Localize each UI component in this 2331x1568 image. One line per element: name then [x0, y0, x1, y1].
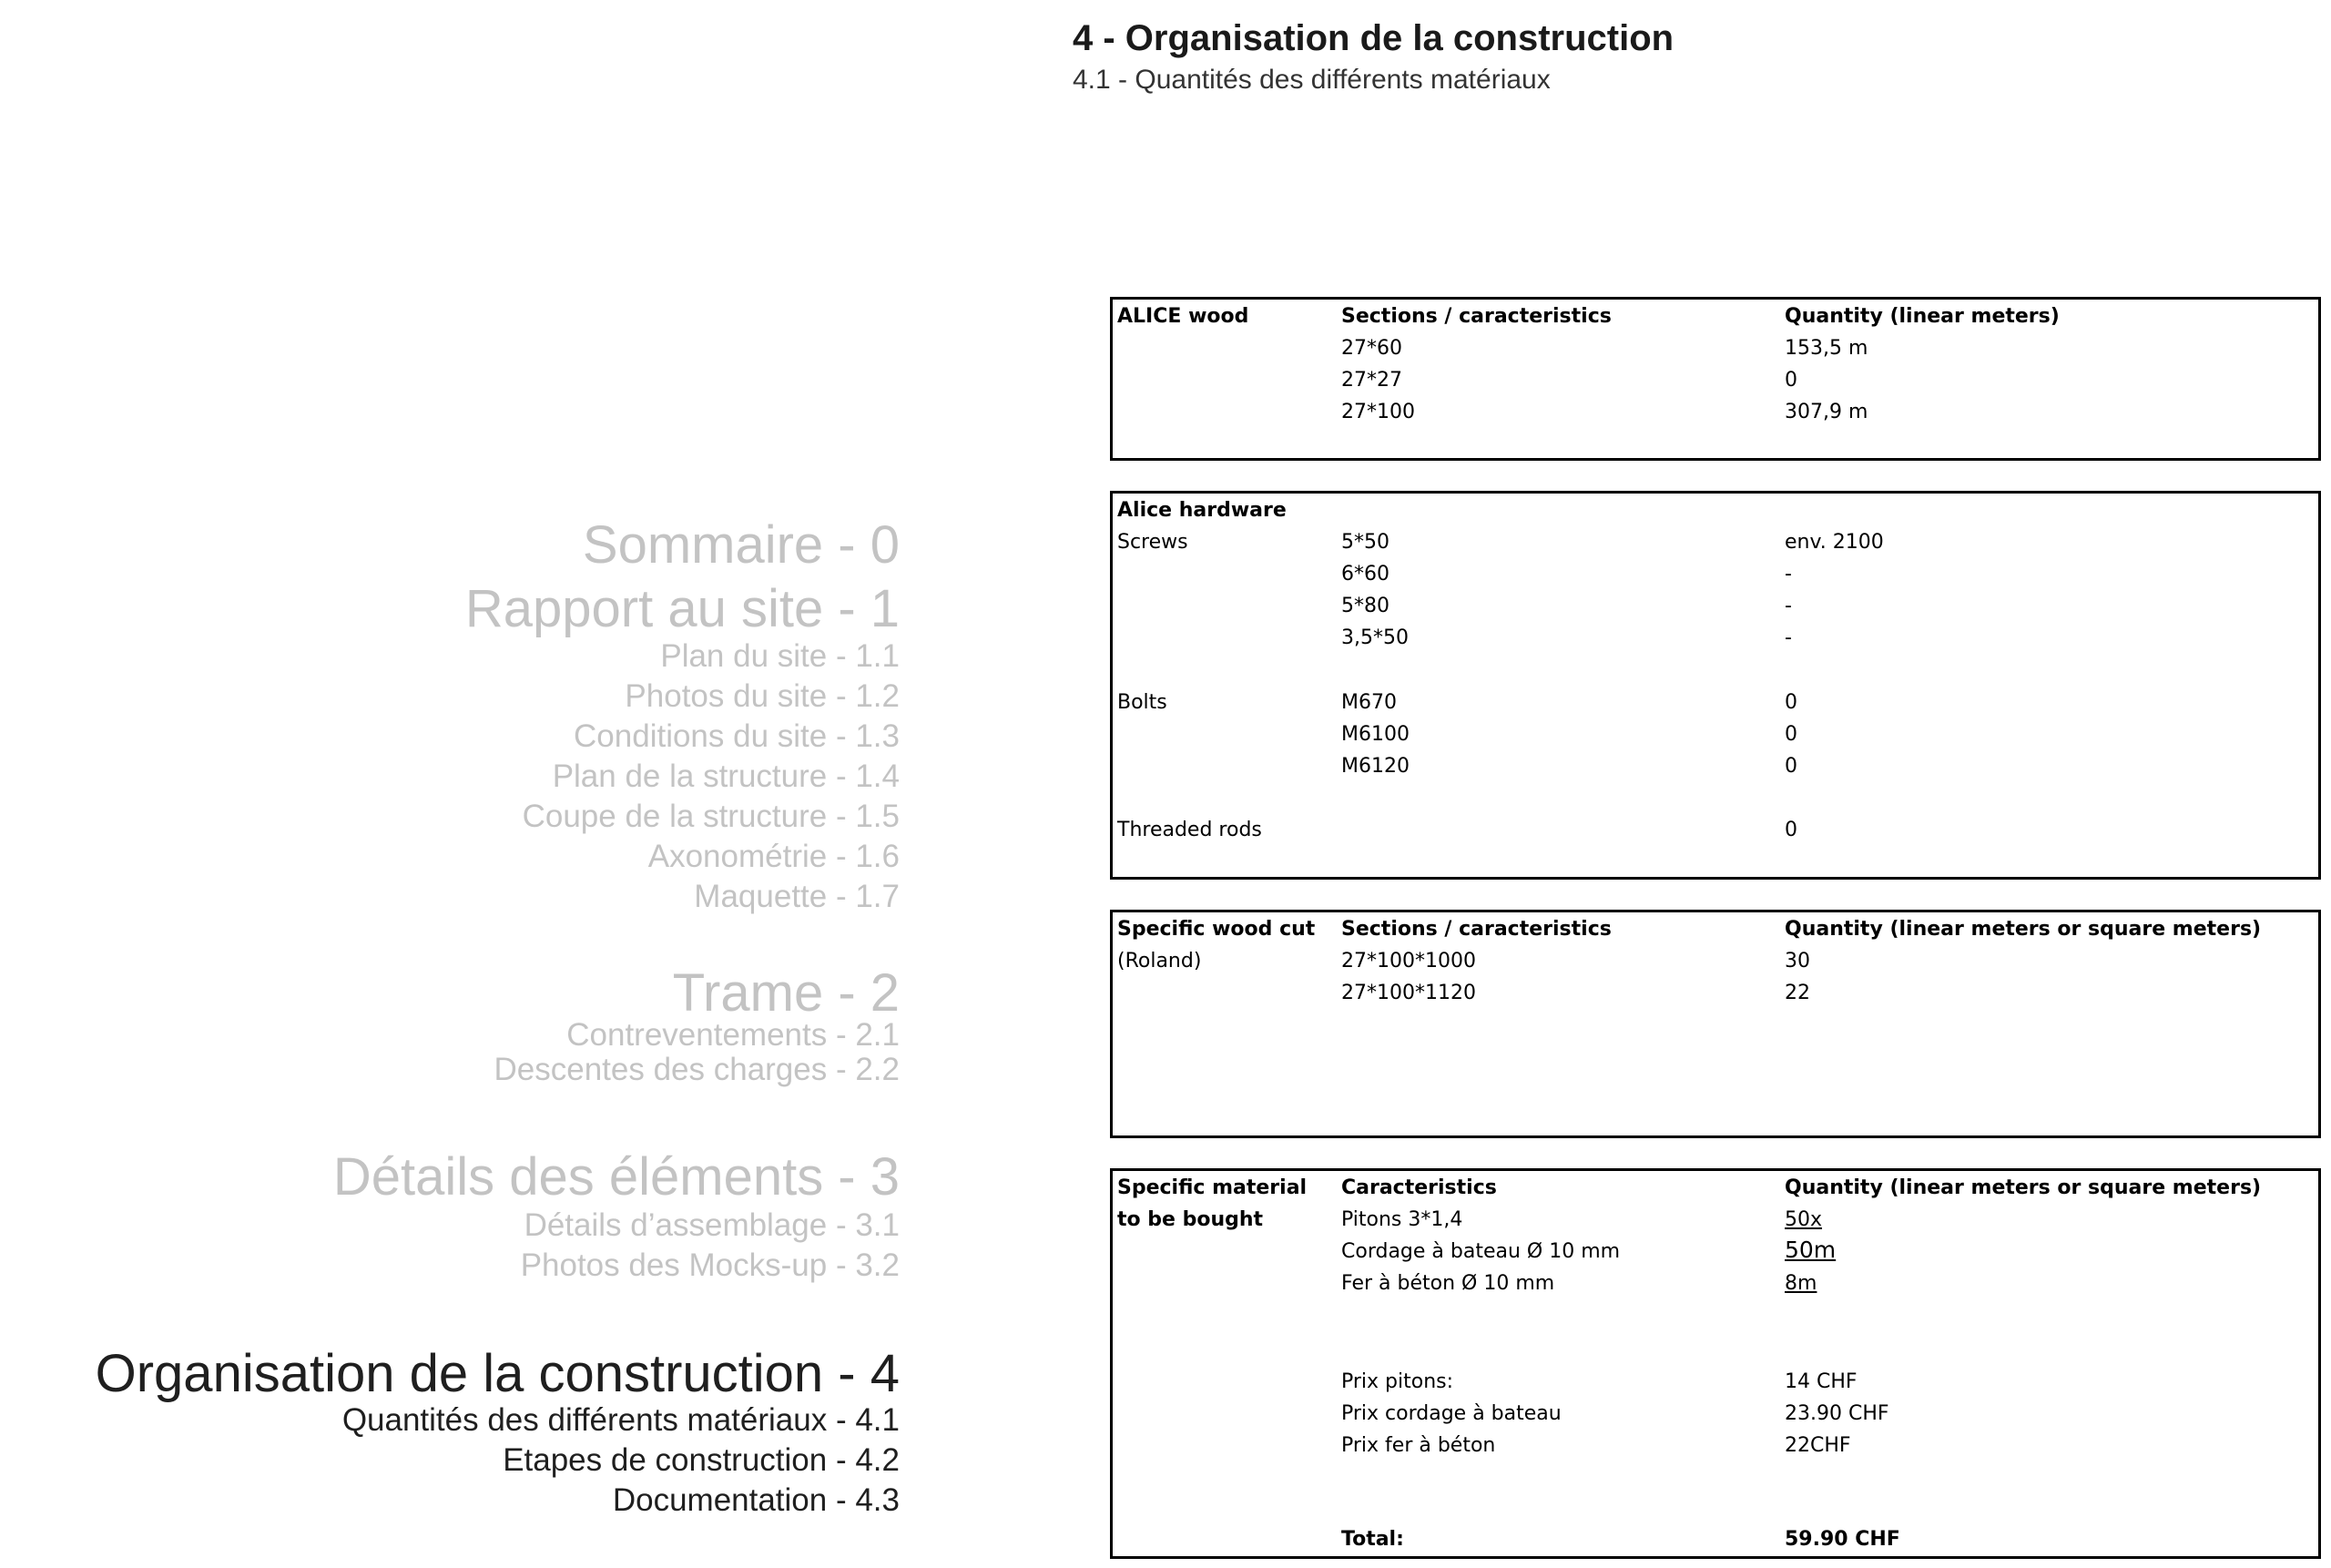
size-value: 3,5*50 — [1341, 626, 1409, 649]
material-name: Fer à béton Ø 10 mm — [1341, 1272, 1555, 1295]
quantity-value: 0 — [1785, 723, 1797, 746]
table-subtitle: (Roland) — [1117, 950, 1202, 972]
material-name: Cordage à bateau Ø 10 mm — [1341, 1240, 1621, 1263]
toc-item-descentes-des-charges[interactable]: Descentes des charges - 2.2 — [494, 1052, 900, 1087]
page-subtitle: 4.1 - Quantités des différents matériaux — [1073, 65, 1551, 95]
quantity-value: - — [1785, 626, 1792, 649]
quantity-value: 307,9 m — [1785, 401, 1868, 423]
size-value: M6120 — [1341, 755, 1410, 778]
material-quantity: 50x — [1785, 1208, 1823, 1231]
alice-wood-table — [1110, 297, 2321, 461]
column-header: Sections / caracteristics — [1341, 918, 1612, 941]
section-value: 27*100*1120 — [1341, 982, 1476, 1004]
column-header: Sections / caracteristics — [1341, 305, 1612, 328]
toc-item-photos-mocks-up[interactable]: Photos des Mocks-up - 3.2 — [520, 1247, 900, 1283]
toc-item-maquette[interactable]: Maquette - 1.7 — [694, 879, 900, 914]
section-value: 27*60 — [1341, 337, 1402, 360]
price-value: 22CHF — [1785, 1434, 1851, 1457]
toc-item-plan-du-site[interactable]: Plan du site - 1.1 — [660, 638, 900, 674]
toc-item-quantites-materiaux[interactable]: Quantités des différents matériaux - 4.1 — [341, 1402, 900, 1438]
toc-item-axonometrie[interactable]: Axonométrie - 1.6 — [647, 839, 900, 874]
page-header — [1073, 15, 1674, 98]
material-name: Pitons 3*1,4 — [1341, 1208, 1463, 1231]
section-value: 27*100 — [1341, 401, 1415, 423]
total-value: 59.90 CHF — [1785, 1528, 1900, 1551]
toc-item-details-des-elements[interactable]: Détails des éléments - 3 — [332, 1147, 900, 1207]
section-value: 27*100*1000 — [1341, 950, 1476, 972]
toc-item-coupe-de-la-structure[interactable]: Coupe de la structure - 1.5 — [522, 799, 900, 834]
table-title: Specific material — [1117, 1176, 1308, 1199]
row-label: Threaded rods — [1117, 819, 1262, 841]
toc-item-rapport-au-site[interactable]: Rapport au site - 1 — [464, 579, 900, 638]
table-title: to be bought — [1117, 1208, 1264, 1231]
row-label: Bolts — [1117, 691, 1167, 714]
toc-item-plan-de-la-structure[interactable]: Plan de la structure - 1.4 — [552, 759, 900, 794]
specific-material-table — [1110, 1168, 2321, 1559]
table-title: Specific wood cut — [1117, 918, 1316, 941]
quantity-value: - — [1785, 595, 1792, 617]
column-header: Quantity (linear meters or square meters) — [1785, 1176, 2262, 1199]
quantity-value: 22 — [1785, 982, 1810, 1004]
price-value: 14 CHF — [1785, 1370, 1858, 1393]
row-label: Screws — [1117, 531, 1188, 554]
price-label: Prix cordage à bateau — [1341, 1402, 1562, 1425]
size-value: 5*80 — [1341, 595, 1389, 617]
specific-wood-cut-table — [1110, 910, 2321, 1138]
price-value: 23.90 CHF — [1785, 1402, 1889, 1425]
toc-item-details-assemblage[interactable]: Détails d’assemblage - 3.1 — [524, 1207, 900, 1243]
toc-item-contreventements[interactable]: Contreventements - 2.1 — [566, 1017, 900, 1053]
column-header: Quantity (linear meters or square meters) — [1785, 918, 2262, 941]
quantity-value: 0 — [1785, 691, 1797, 714]
quantity-value: 153,5 m — [1785, 337, 1868, 360]
size-value: M6100 — [1341, 723, 1410, 746]
column-header: Quantity (linear meters) — [1785, 305, 2060, 328]
quantity-value: 30 — [1785, 950, 1810, 972]
section-value: 27*27 — [1341, 369, 1402, 392]
column-header: Caracteristics — [1341, 1176, 1497, 1199]
total-label: Total: — [1341, 1528, 1404, 1551]
toc-item-photos-du-site[interactable]: Photos du site - 1.2 — [625, 678, 900, 714]
toc-item-trame[interactable]: Trame - 2 — [672, 963, 900, 1023]
quantity-value: 0 — [1785, 369, 1797, 392]
table-title: Alice hardware — [1117, 499, 1287, 522]
quantity-value: 0 — [1785, 755, 1797, 778]
price-label: Prix pitons: — [1341, 1370, 1454, 1393]
size-value: 5*50 — [1341, 531, 1389, 554]
size-value: M670 — [1341, 691, 1397, 714]
table-title: ALICE wood — [1117, 305, 1249, 328]
material-quantity: 50m — [1785, 1237, 1837, 1263]
toc-item-conditions-du-site[interactable]: Conditions du site - 1.3 — [574, 718, 900, 754]
toc-item-sommaire[interactable]: Sommaire - 0 — [582, 515, 900, 575]
toc-item-etapes-construction[interactable]: Etapes de construction - 4.2 — [503, 1442, 900, 1478]
material-quantity: 8m — [1785, 1272, 1817, 1295]
quantity-value: - — [1785, 563, 1792, 585]
size-value: 6*60 — [1341, 563, 1389, 585]
quantity-value: 0 — [1785, 819, 1797, 841]
alice-hardware-table — [1110, 491, 2321, 880]
price-label: Prix fer à béton — [1341, 1434, 1496, 1457]
table-of-contents — [0, 0, 900, 1568]
toc-item-documentation[interactable]: Documentation - 4.3 — [612, 1482, 900, 1518]
page-title: 4 - Organisation de la construction — [1073, 18, 1674, 58]
toc-item-organisation-construction[interactable]: Organisation de la construction - 4 — [95, 1344, 900, 1403]
quantity-value: env. 2100 — [1785, 531, 1884, 554]
